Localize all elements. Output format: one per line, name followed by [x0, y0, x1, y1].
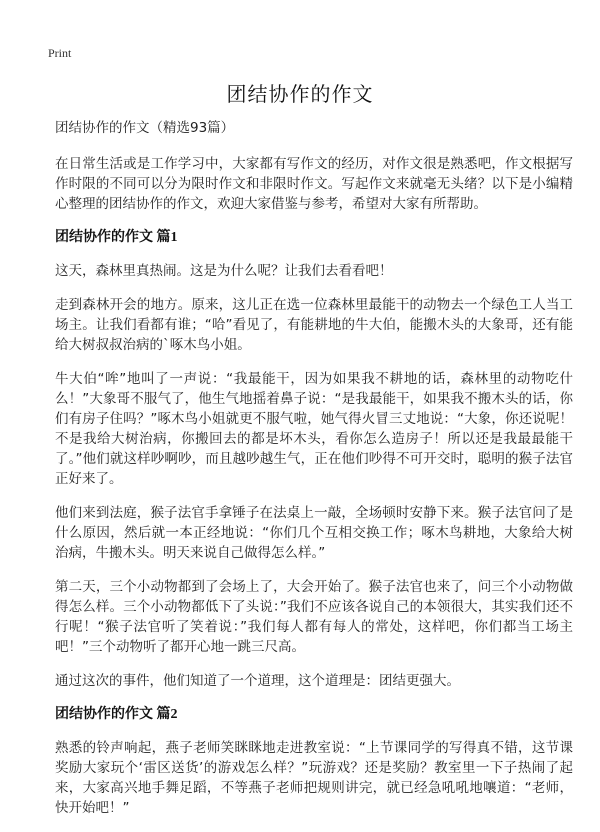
- paragraph: 牛大伯“哞”地叫了一声说：“我最能干，因为如果我不耕地的话，森林里的动物吃什么！”大象哥不服气了，他生气地摇着鼻子说：“是我最能干，如果我不搬木头的话，你们有房子住吗？”啄木鸟小姐就更不服气啦，她气得火冒三丈地说：“大象，你还说呢！不是我给大树治病，你搬回去的都是坏木头，看你怎么造房子！所以还是我最最能干了。”他们就这样吵啊吵，而且越吵越生气，正在他们吵得不可开交时，聪明的猴子法官正好来了。: [55, 371, 573, 487]
- intro-paragraph: 在日常生活或是工作学习中，大家都有写作文的经历，对作文很是熟悉吧，作文根据写作时限的不同可以分为限时作文和非限时作文。写起作文来就毫无头绪？以下是小编精心整理的团结协作的作文，欢迎大家借鉴与参考，希望对大家有所帮助。: [55, 156, 573, 212]
- print-label: Print: [48, 46, 72, 60]
- section-heading: 团结协作的作文 篇1: [55, 230, 178, 245]
- paragraph: 通过这次的事件，他们知道了一个道理，这个道理是：团结更强大。: [55, 673, 460, 689]
- paragraph: 他们来到法庭，猴子法官手拿锤子在法桌上一敲，全场顿时安静下来。猴子法官问了是什么原因，然后就一本正经地说：“你们几个互相交换工作；啄木鸟耕地，大象给大树治病，牛搬木头。明天来说自己做得怎么样。”: [55, 505, 573, 561]
- section-heading: 团结协作的作文 篇2: [55, 707, 178, 722]
- paragraph: 熟悉的铃声响起，燕子老师笑眯眯地走进教室说：“上节课同学的写得真不错，这节课奖励大家玩个‘雷区送货’的游戏怎么样？”玩游戏？还是奖励？教室里一下子热闹了起来，大家高兴地手舞足蹈，不等燕子老师把规则讲完，就已经急吼吼地嚷道：“老师，快开始吧！”: [55, 740, 573, 816]
- document-body: [55, 118, 573, 832]
- paragraph: 第二天，三个小动物都到了会场上了，大会开始了。猴子法官也来了，问三个小动物做得怎么样。三个小动物都低下了头说：”我们不应该各说自己的本领很大，其实我们还不行呢！“猴子法官听了笑着说：”我们每人都有每人的常处，这样吧，你们都当工场主吧！”三个动物听了都开心地一跳三尺高。: [55, 579, 573, 655]
- page-title: 团结协作的作文: [226, 82, 374, 106]
- paragraph: 这天，森林里真热闹。这是为什么呢？让我们去看看吧！: [55, 263, 393, 279]
- section-2: [55, 705, 573, 818]
- section-1: [55, 228, 573, 691]
- document-subtitle: 团结协作的作文（精选93篇）: [55, 120, 235, 136]
- paragraph: 走到森林开会的地方。原来，这儿正在选一位森林里最能干的动物去一个绿色工人当工场主。让我们看都有谁；“哈”看见了，有能耕地的牛大伯，能搬木头的大象哥，还有能给大树叔叔治病的`啄木鸟小姐。: [55, 297, 573, 353]
